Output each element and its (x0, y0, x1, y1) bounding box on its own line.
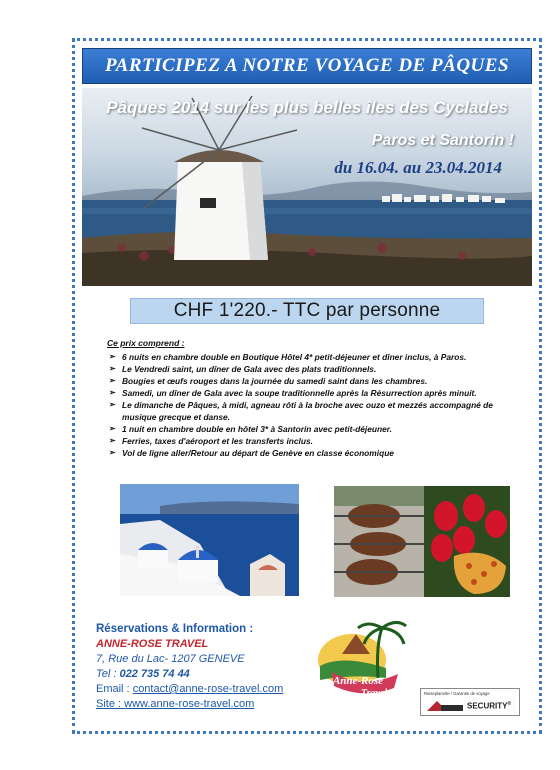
list-item (107, 435, 527, 447)
list-item (107, 351, 527, 363)
agency-address: 7, Rue du Lac- 1207 GENEVE (96, 653, 245, 665)
include-item-text: Samedi, un dîner de Gala avec la soupe traditionnelle après la Résurrection après minuit. (122, 388, 477, 398)
hero-islands: Paros et Santorin ! (371, 132, 514, 149)
security-reg-mark: ® (507, 701, 512, 707)
arrow-bullet-icon: ➢ (109, 364, 116, 373)
price-box (130, 298, 484, 324)
hero-photo-paros-windmill (82, 88, 532, 286)
contact-heading: Réservations & Information : (96, 623, 254, 635)
includes-list (107, 351, 527, 459)
logo-text-line1: Anne-Rose (332, 675, 384, 687)
security-word (467, 701, 511, 711)
arrow-bullet-icon: ➢ (109, 388, 116, 397)
include-item-text: Bougies et œufs rouges dans la journée du samedi saint dans les chambres. (122, 376, 428, 386)
list-item (107, 447, 527, 459)
email-link[interactable]: contact@anne-rose-travel.com (132, 683, 284, 695)
banner-title: PARTICIPEZ A NOTRE VOYAGE DE PÂQUES (104, 55, 510, 76)
security-word-text: SECURITY (467, 701, 508, 711)
lamb-and-red-eggs-illustration (334, 486, 510, 597)
includes-section (107, 338, 527, 459)
security-travel-logo-icon (427, 699, 463, 713)
list-item (107, 399, 527, 423)
phone-number: 022 735 74 44 (119, 668, 190, 680)
arrow-bullet-icon: ➢ (109, 376, 116, 385)
hero-dates: du 16.04. au 23.04.2014 (334, 158, 502, 177)
site-label[interactable]: Site : (96, 698, 125, 710)
arrow-bullet-icon: ➢ (109, 424, 116, 433)
contact-block (96, 623, 326, 710)
title-banner (82, 48, 532, 84)
arrow-bullet-icon: ➢ (109, 448, 116, 457)
logo-text-line2: Travel (360, 688, 388, 699)
include-item-text: Vol de ligne aller/Retour au départ de Genève en classe économique (122, 448, 394, 458)
site-line (96, 698, 326, 710)
santorini-photo (120, 484, 299, 596)
price-text: CHF 1'220.- TTC par personne (173, 300, 441, 321)
list-item (107, 375, 527, 387)
easter-lamb-photo (334, 486, 510, 597)
arrow-bullet-icon: ➢ (109, 436, 116, 445)
phone-label: Tel : (96, 668, 120, 680)
include-item-text: Le dimanche de Pâques, à midi, agneau rôti à la broche avec ouzo et mezzés accompagné de musique grecque et danse. (122, 400, 493, 422)
palm-tree-logo-icon (312, 614, 408, 704)
arrow-bullet-icon: ➢ (109, 352, 116, 361)
list-item (107, 423, 527, 435)
list-item (107, 387, 527, 399)
security-badge (420, 688, 520, 716)
anne-rose-travel-logo (312, 614, 408, 704)
include-item-text: Le Vendredi saint, un dîner de Gala avec des plats traditionnels. (122, 364, 377, 374)
phone-line (96, 668, 326, 680)
include-item-text: 6 nuits en chambre double en Boutique Hôtel 4* petit-déjeuner et dîner inclus, à Paros. (122, 352, 467, 362)
agency-name: ANNE-ROSE TRAVEL (96, 638, 209, 650)
security-caption: Reiseplanette / Garantie de voyage (424, 691, 490, 696)
includes-title: Ce prix comprend : (107, 338, 185, 348)
hero-headline: Pâques 2014 sur les plus belles îles des Cyclades (106, 98, 508, 117)
arrow-bullet-icon: ➢ (109, 400, 116, 409)
santorini-domes-illustration (120, 484, 299, 596)
website-link[interactable]: www.anne-rose-travel.com (124, 698, 255, 710)
email-label: Email : (96, 683, 133, 695)
include-item-text: Ferries, taxes d'aéroport et les transferts inclus. (122, 436, 313, 446)
email-line (96, 683, 326, 695)
include-item-text: 1 nuit en chambre double en hôtel 3* à Santorin avec petit-déjeuner. (122, 424, 392, 434)
list-item (107, 363, 527, 375)
